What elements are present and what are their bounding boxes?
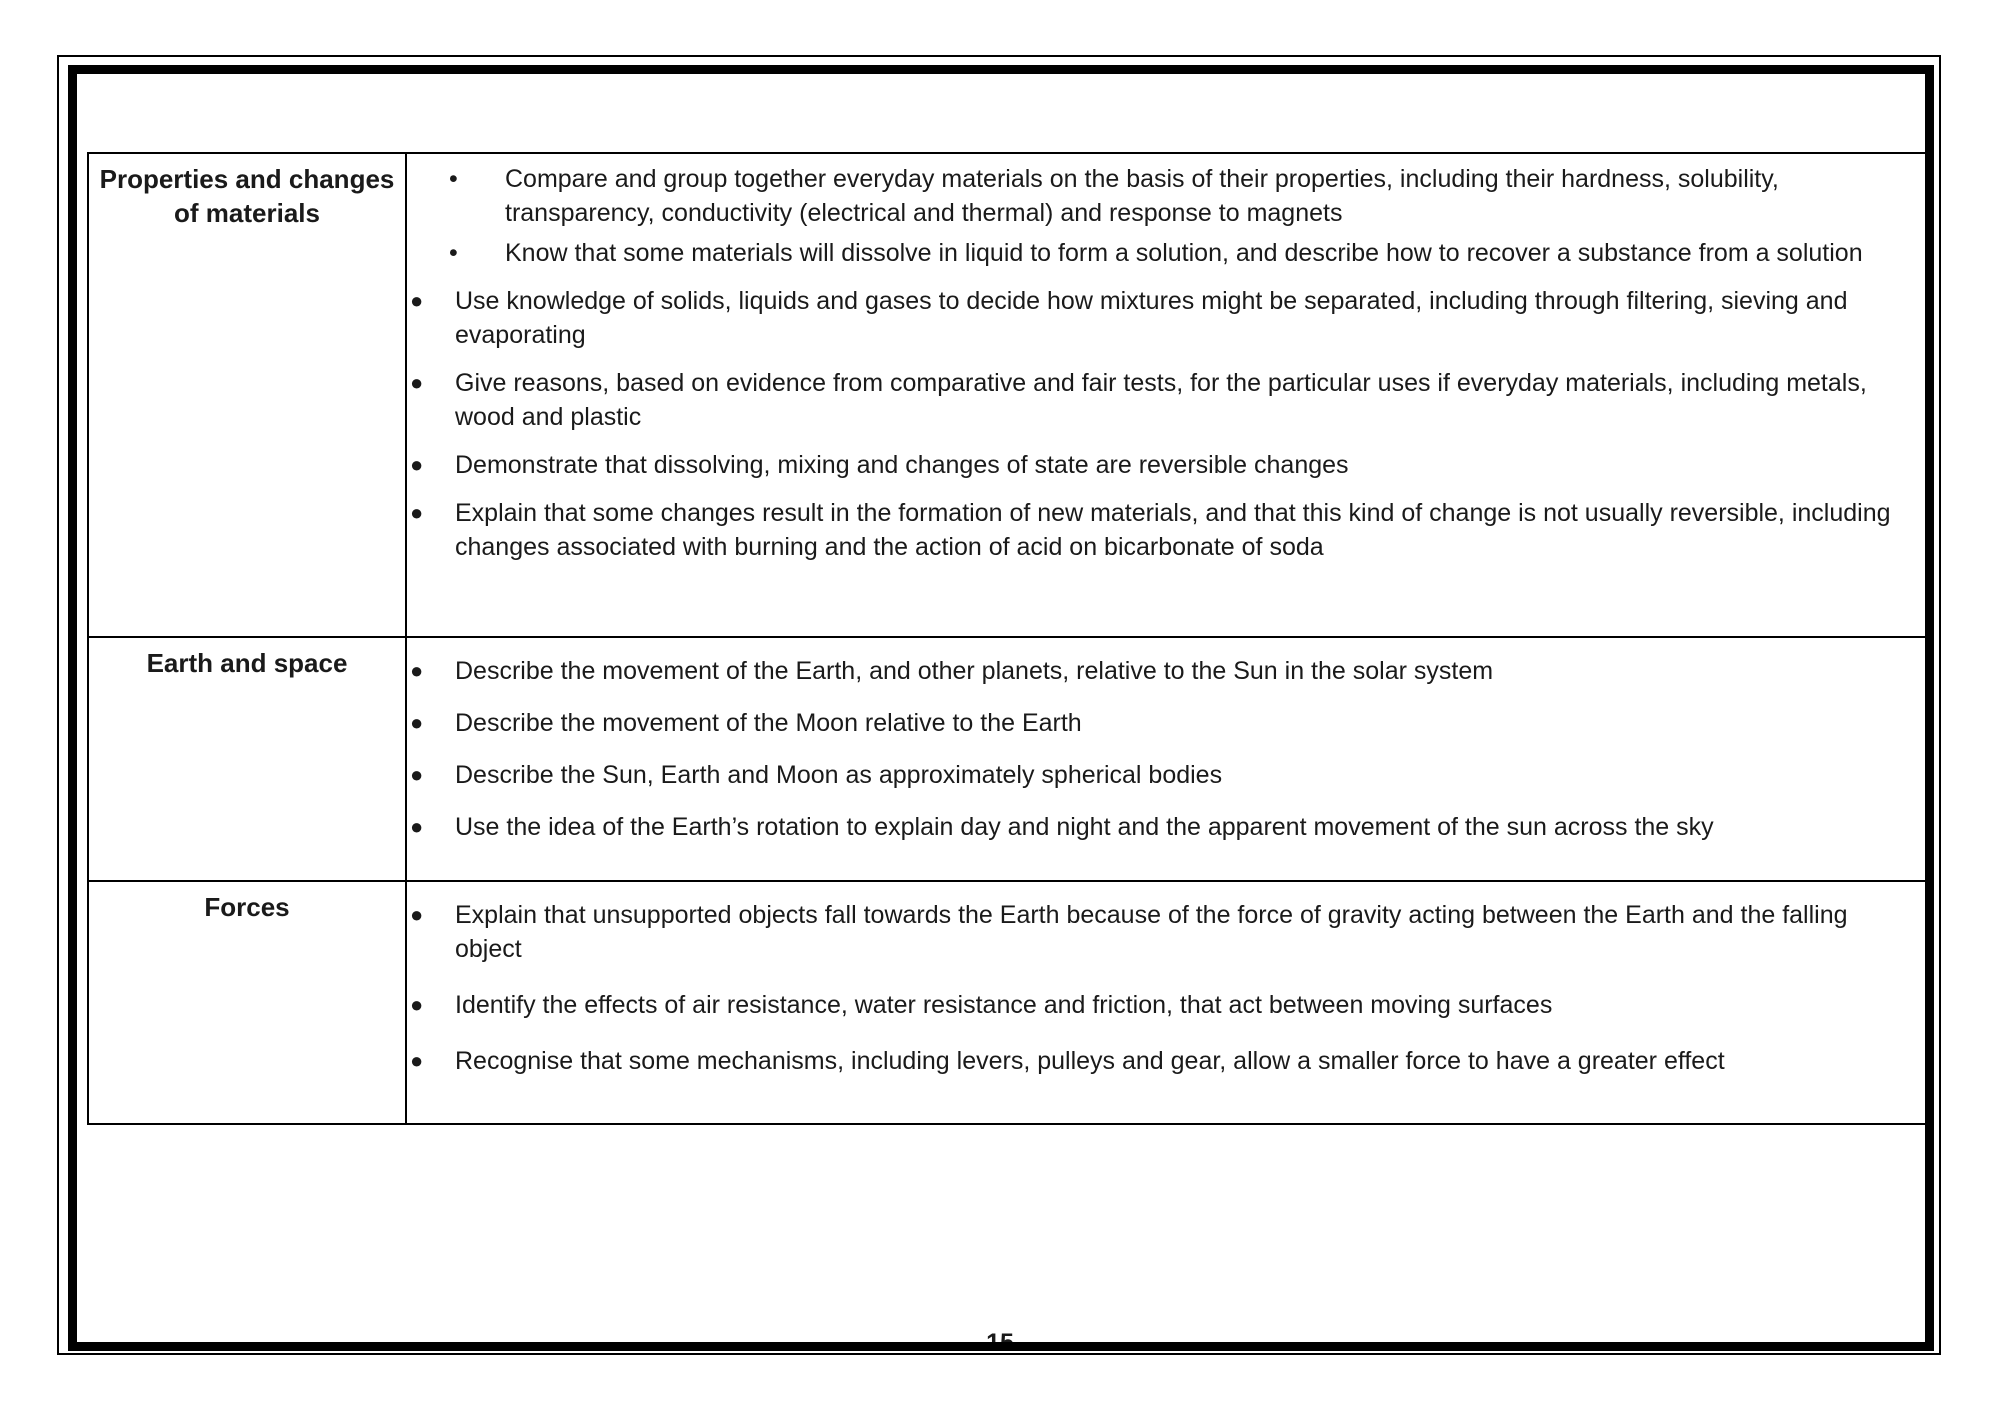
list-item: [407, 988, 1918, 1022]
curriculum-table: [87, 152, 1930, 1125]
bullet-text: Describe the movement of the Earth, and other planets, relative to the Sun in the solar system: [455, 657, 1494, 685]
bullet-list: [407, 654, 1918, 844]
bullet-large-icon: ●: [410, 902, 424, 927]
list-item: [407, 898, 1918, 966]
bullet-large-icon: ●: [410, 658, 424, 683]
bullet-list: [407, 898, 1918, 1078]
content-cell: [407, 154, 1928, 636]
bullet-text: Describe the Sun, Earth and Moon as approximately spherical bodies: [455, 761, 1223, 789]
list-item: [407, 366, 1918, 434]
list-item: [407, 706, 1918, 740]
table-row: [89, 638, 1928, 882]
table-row: [89, 882, 1928, 1123]
bullet-large-icon: ●: [410, 370, 424, 395]
sub-bullet-list: [407, 162, 1918, 270]
page-number: 15: [986, 1329, 1014, 1357]
bullet-large-icon: ●: [410, 452, 424, 477]
list-item: [407, 284, 1918, 352]
list-item: [407, 654, 1918, 688]
content-cell: [407, 882, 1928, 1123]
bullet-large-icon: ●: [410, 710, 424, 735]
bullet-text: Use the idea of the Earth’s rotation to explain day and night and the apparent movement of the sun across the sky: [455, 813, 1714, 841]
bullet-text: Give reasons, based on evidence from comparative and fair tests, for the particular uses if everyday materials, including metals, wood and plastic: [455, 369, 1867, 431]
table-row: [89, 154, 1928, 638]
bullet-text: Use knowledge of solids, liquids and gases to decide how mixtures might be separated, including through filtering, sieving and evaporating: [455, 287, 1848, 349]
bullet-large-icon: ●: [410, 992, 424, 1017]
bullet-text: Explain that some changes result in the formation of new materials, and that this kind of change is not usually reversible, including changes associated with burning and the action of acid on bicarbonate of soda: [455, 499, 1891, 561]
bullet-list: [407, 284, 1918, 564]
list-item: [407, 448, 1918, 482]
bullet-text: Know that some materials will dissolve in liquid to form a solution, and describe how to recover a substance from a solution: [505, 239, 1863, 267]
topic-label: Earth and space: [146, 648, 348, 678]
list-item: [407, 162, 1918, 230]
topic-label: Forces: [204, 892, 290, 922]
bullet-large-icon: ●: [410, 288, 424, 313]
list-item: [407, 810, 1918, 844]
bullet-small-icon: •: [449, 239, 458, 267]
bullet-text: Compare and group together everyday materials on the basis of their properties, including their hardness, solubility, transparency, conductivity (electrical and thermal) and response to magnets: [505, 165, 1779, 227]
topic-cell: [89, 154, 407, 636]
topic-cell: [89, 882, 407, 1123]
list-item: [407, 496, 1918, 564]
topic-label: Properties and changes of materials: [99, 164, 395, 228]
bullet-text: Describe the movement of the Moon relative to the Earth: [455, 709, 1082, 737]
bullet-text: Explain that unsupported objects fall towards the Earth because of the force of gravity acting between the Earth and the falling object: [455, 901, 1848, 963]
list-item: [407, 1044, 1918, 1078]
bullet-text: Recognise that some mechanisms, including levers, pulleys and gear, allow a smaller force to have a greater effect: [455, 1047, 1725, 1075]
list-item: [407, 758, 1918, 792]
bullet-text: Demonstrate that dissolving, mixing and changes of state are reversible changes: [455, 451, 1349, 479]
list-item: [407, 236, 1918, 270]
topic-cell: [89, 638, 407, 880]
bullet-small-icon: •: [449, 165, 458, 193]
bullet-large-icon: ●: [410, 1048, 424, 1073]
bullet-large-icon: ●: [410, 762, 424, 787]
bullet-large-icon: ●: [410, 814, 424, 839]
bullet-large-icon: ●: [410, 500, 424, 525]
bullet-text: Identify the effects of air resistance, water resistance and friction, that act between moving surfaces: [455, 991, 1553, 1019]
content-cell: [407, 638, 1928, 880]
